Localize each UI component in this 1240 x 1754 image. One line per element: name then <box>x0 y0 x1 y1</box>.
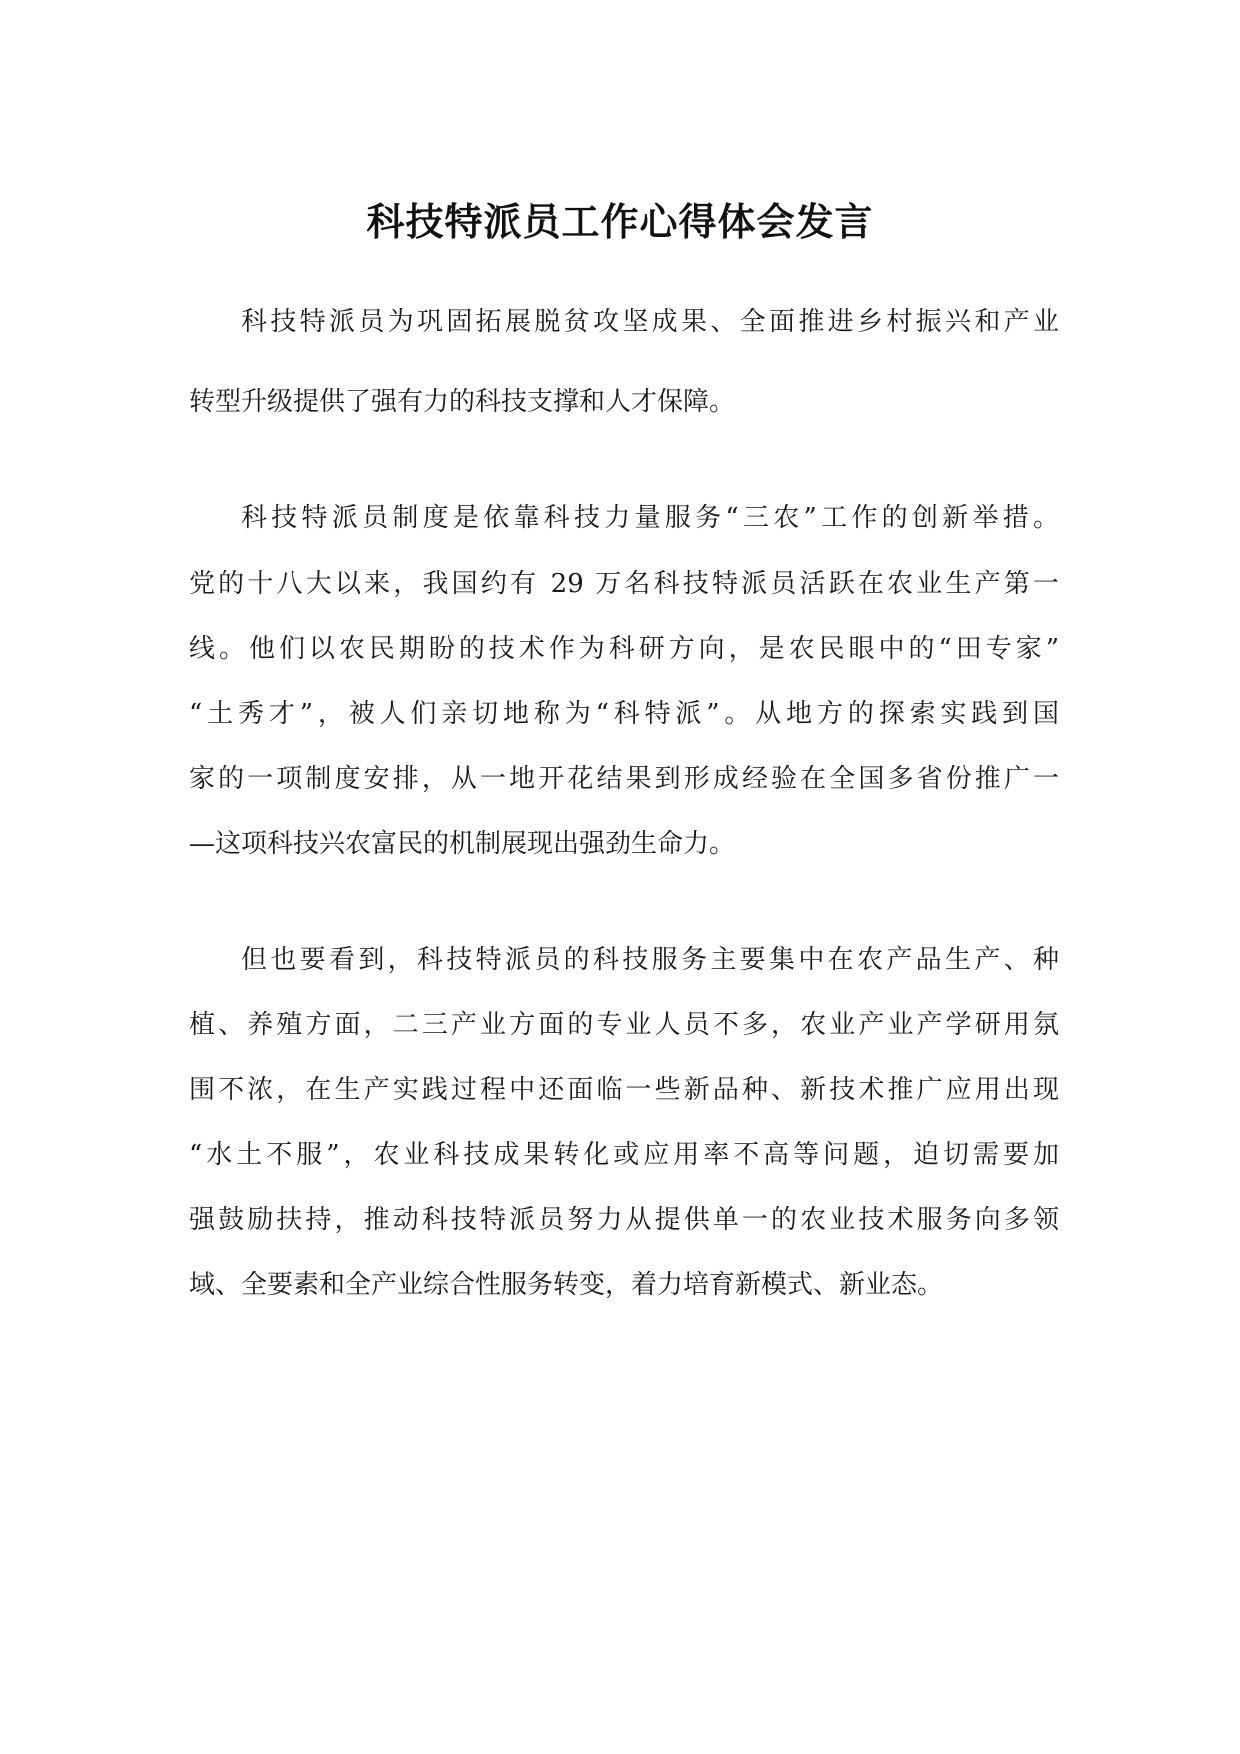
paragraph-3-line-2: 植、养殖方面，二三产业方面的专业人员不多，农业产业产学研用氛 <box>189 1010 1059 1040</box>
paragraph-3-line-5: 强鼓励扶持，推动科技特派员努力从提供单一的农业技术服务向多领 <box>189 1205 1059 1235</box>
paragraph-1-line-2: 转型升级提供了强有力的科技支撑和人才保障。 <box>189 387 736 417</box>
paragraph-2-line-3: 线。他们以农民期盼的技术作为科研方向，是农民眼中的“田专家” <box>189 634 1059 664</box>
paragraph-2-line-4: “土秀才”，被人们亲切地称为“科特派”。从地方的探索实践到国 <box>189 699 1059 729</box>
paragraph-3-line-4: “水土不服”，农业科技成果转化或应用率不高等问题，迫切需要加 <box>189 1140 1059 1170</box>
paragraph-1-line-1: 科技特派员为巩固拓展脱贫攻坚成果、全面推进乡村振兴和产业 <box>241 307 1059 337</box>
paragraph-2-line-6: —这项科技兴农富民的机制展现出强劲生命力。 <box>189 829 736 859</box>
paragraph-2-line-5: 家的一项制度安排，从一地开花结果到形成经验在全国多省份推广一 <box>189 764 1059 794</box>
paragraph-3-line-6: 域、全要素和全产业综合性服务转变，着力培育新模式、新业态。 <box>189 1270 944 1300</box>
paragraph-3-line-3: 围不浓，在生产实践过程中还面临一些新品种、新技术推广应用出现 <box>189 1075 1059 1105</box>
paragraph-2-line-1: 科技特派员制度是依靠科技力量服务“三农”工作的创新举措。 <box>241 503 1059 533</box>
paragraph-3-line-1: 但也要看到，科技特派员的科技服务主要集中在农产品生产、种 <box>241 945 1059 975</box>
paragraph-2-line-2: 党的十八大以来，我国约有 29 万名科技特派员活跃在农业生产第一 <box>189 569 1059 599</box>
document-title: 科技特派员工作心得体会发言 <box>366 200 874 244</box>
